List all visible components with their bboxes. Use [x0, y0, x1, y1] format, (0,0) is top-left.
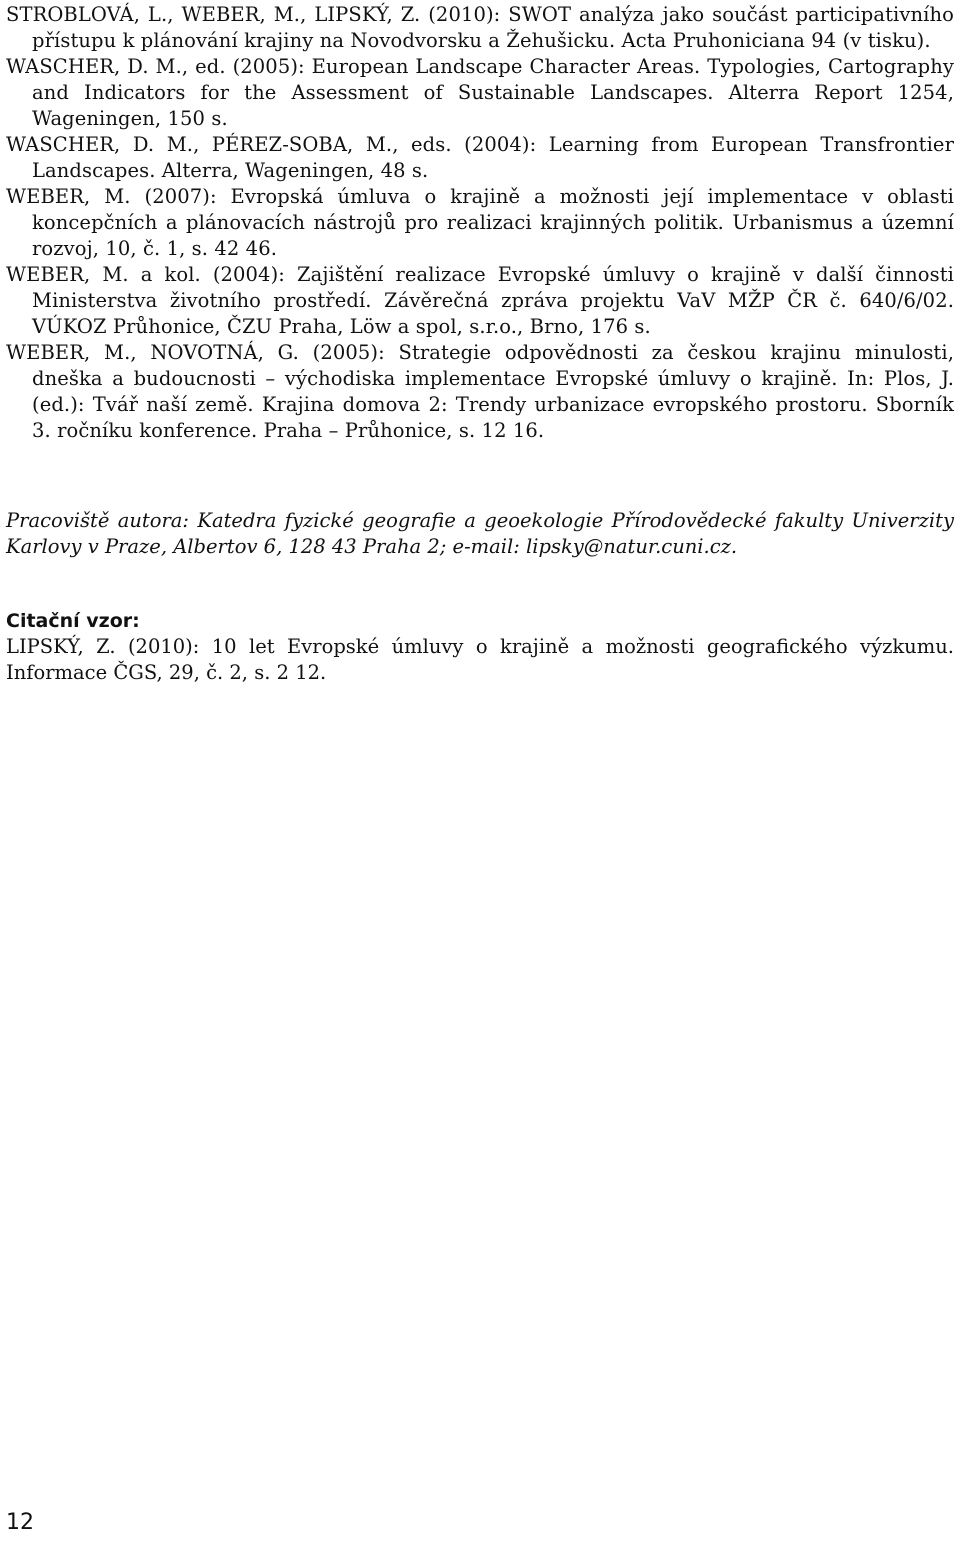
- reference-item: STROBLOVÁ, L., WEBER, M., LIPSKÝ, Z. (2010): SWOT analýza jako součást participativního přístupu k plánování krajiny na Novodvorsku a Žehušicku. Acta Pruhoniciana 94 (v tisku).: [6, 3, 954, 52]
- reference-item: WEBER, M., NOVOTNÁ, G. (2005): Strategie odpovědnosti za českou krajinu minulosti, dneška a budoucnosti – východiska implementace Evropské úmluvy o krajině. In: Plos, J. (ed.): Tvář naší země. Krajina domova 2: Trendy urbanizace evropského prostoru. Sborník 3. ročníku konference. Praha – Průhonice, s. 12 16.: [6, 341, 954, 442]
- document-page: [6, 0, 954, 1535]
- citation-heading: Citační vzor:: [6, 610, 140, 632]
- reference-item: WEBER, M. a kol. (2004): Zajištění realizace Evropské úmluvy o krajině v další činnosti Ministerstva životního prostředí. Závěrečná zpráva projektu VaV MŽP ČR č. 640/6/02. VÚKOZ Průhonice, ČZU Praha, Löw a spol, s.r.o., Brno, 176 s.: [6, 263, 954, 338]
- citation-text: LIPSKÝ, Z. (2010): 10 let Evropské úmluvy o krajině a možnosti geografického výzkumu. Informace ČGS, 29, č. 2, s. 2 12.: [6, 635, 954, 684]
- reference-item: WASCHER, D. M., PÉREZ-SOBA, M., eds. (2004): Learning from European Transfrontier Landscapes. Alterra, Wageningen, 48 s.: [6, 133, 954, 182]
- author-affiliation: Pracoviště autora: Katedra fyzické geografie a geoekologie Přírodovědecké fakulty Univerzity Karlovy v Praze, Albertov 6, 128 43 Praha 2; e-mail: lipsky@natur.cuni.cz.: [6, 509, 954, 558]
- reference-item: WEBER, M. (2007): Evropská úmluva o krajině a možnosti její implementace v oblasti koncepčních a plánovacích nástrojů pro realizaci krajinných politik. Urbanismus a územní rozvoj, 10, č. 1, s. 42 46.: [6, 185, 954, 260]
- reference-item: WASCHER, D. M., ed. (2005): European Landscape Character Areas. Typologies, Cartography and Indicators for the Assessment of Sustainable Landscapes. Alterra Report 1254, Wageningen, 150 s.: [6, 55, 954, 130]
- reference-list: [6, 2, 954, 444]
- citation-block: [6, 608, 954, 686]
- page-number: 12: [6, 1510, 34, 1535]
